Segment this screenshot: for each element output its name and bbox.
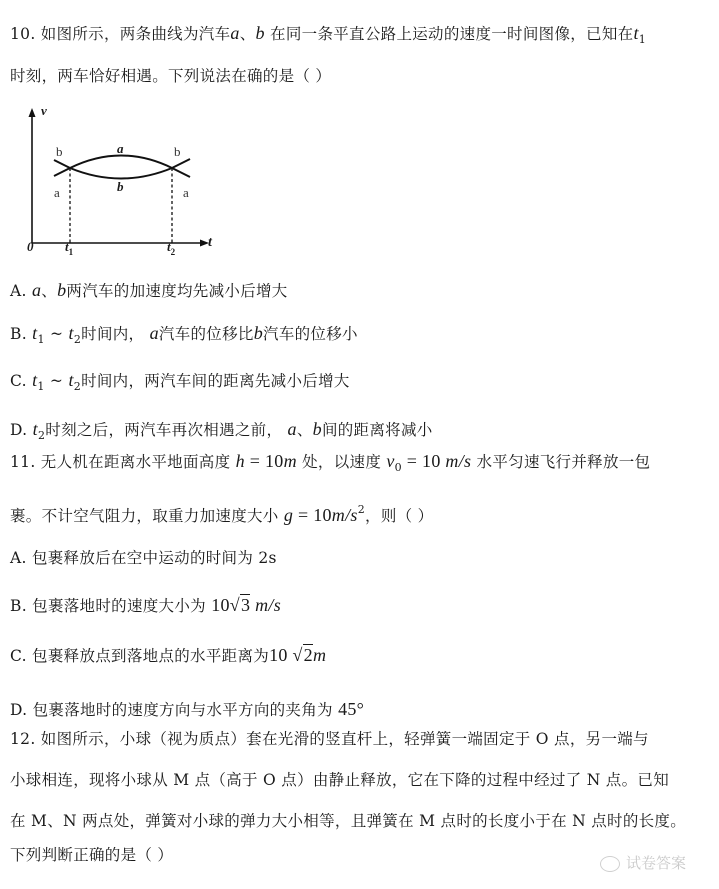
var-a: a <box>287 419 297 439</box>
unit: m/s <box>445 451 472 471</box>
equals: = 10 <box>401 451 446 471</box>
unit: m/s <box>250 595 282 615</box>
q11-text: ，则（ ） <box>365 507 434 525</box>
q10-stem-line2: 时刻，两车恰好相遇。下列说法在确的是（ ） <box>10 67 332 85</box>
q10-option-b[interactable] <box>10 322 358 346</box>
option-text: 汽车的位移小 <box>263 325 358 343</box>
var-b: b <box>57 280 67 300</box>
var-a: a <box>230 23 240 43</box>
equals: = 10 <box>244 451 284 471</box>
t2-t: t <box>167 239 171 254</box>
q12-stem-line2: 小球相连，现将小球从 M 点（高于 O 点）由静止释放，它在下降的过程中经过了 N 点。已知 <box>10 771 670 789</box>
var-g: g <box>283 505 294 525</box>
q11-option-c[interactable] <box>10 644 326 666</box>
subscript: 1 <box>638 33 647 46</box>
q10-stem-text-2: 在同一条平直公路上运动的速度一时间图像，已知在 <box>264 25 634 43</box>
sqrt-icon: √ <box>229 595 240 615</box>
t1-label <box>65 239 73 257</box>
option-text: 时刻之后，两汽车再次相遇之前， <box>45 421 288 439</box>
q11-stem-line1 <box>10 450 650 474</box>
q11-text: 11. 无人机在距离水平地面高度 <box>10 453 236 471</box>
q12-stem-line3: 在 M、N 两点处，弹簧对小球的弹力大小相等，且弹簧在 M 点时的长度小于在 N 点时的长度。 <box>10 812 687 830</box>
q10-stem-line1 <box>10 22 646 46</box>
sqrt-icon: √ <box>292 645 303 665</box>
unit: m <box>312 645 327 665</box>
var-a: a <box>149 323 159 343</box>
option-text: A. 包裹释放后在空中运动的时间为 2s <box>10 549 277 567</box>
subscript: 1 <box>37 333 45 346</box>
label-mid-a: a <box>117 141 124 156</box>
radicand: 3 <box>240 595 251 615</box>
t1-sub: 1 <box>68 247 74 257</box>
tilde: ~ <box>44 372 69 390</box>
q11-option-d[interactable] <box>10 698 364 720</box>
q10-stem-text: 10. 如图所示，两条曲线为汽车 <box>10 25 231 43</box>
label-right-b: b <box>174 144 181 159</box>
option-text: C. 包裹释放点到落地点的水平距离为 <box>10 647 270 665</box>
coefficient: 10 <box>211 595 230 615</box>
option-text: 汽车的位移比 <box>158 325 254 343</box>
option-text: 时间内，两汽车间的距离先减小后增大 <box>81 372 350 390</box>
option-letter: D. <box>10 421 33 439</box>
t1-t: t <box>65 239 69 254</box>
subscript: 1 <box>37 380 45 393</box>
subscript: 2 <box>73 333 82 346</box>
option-text: 时间内， <box>81 325 150 343</box>
subscript: 0 <box>394 461 402 474</box>
var-t: t <box>633 23 639 43</box>
q11-option-b[interactable] <box>10 594 281 616</box>
wechat-logo-icon <box>600 856 620 872</box>
var-t: t <box>32 370 38 390</box>
var-v: v <box>386 451 395 471</box>
unit: m <box>283 451 297 471</box>
subscript: 2 <box>37 429 46 442</box>
q10-option-a[interactable] <box>10 279 288 301</box>
label-left-a: a <box>54 185 60 200</box>
sep: 、 <box>296 421 313 439</box>
option-letter: A. <box>10 282 32 300</box>
var-h: h <box>235 451 245 471</box>
q11-text: 裹。不计空气阻力，取重力加速度大小 <box>10 507 284 525</box>
superscript: 2 <box>357 503 366 516</box>
option-letter: B. <box>10 325 33 343</box>
x-axis-label: t <box>208 235 212 250</box>
option-letter: C. <box>10 372 33 390</box>
var-b: b <box>312 419 322 439</box>
var-b: b <box>253 323 264 343</box>
option-text: 间的距离将减小 <box>321 421 433 439</box>
subscript: 2 <box>73 380 82 393</box>
var-b: b <box>255 23 265 43</box>
unit: m/s <box>331 505 358 525</box>
label-mid-b: b <box>117 179 124 194</box>
q11-text: 水平匀速飞行并释放一包 <box>471 453 651 471</box>
var-a: a <box>31 280 42 300</box>
watermark <box>600 852 686 873</box>
label-left-b: b <box>56 144 63 159</box>
origin-label: 0 <box>27 239 34 254</box>
watermark-text: 试卷答案 <box>626 854 687 872</box>
tilde: ~ <box>44 325 69 343</box>
var-t: t <box>32 419 38 439</box>
q12-stem-line4: 下列判断正确的是（ ） <box>10 846 174 864</box>
t2-sub: 2 <box>170 247 176 257</box>
sep: 、 <box>239 25 256 43</box>
q12-stem-line1: 12. 如图所示，小球（视为质点）套在光滑的竖直杆上，轻弹簧一端固定于 O 点，另一端与 <box>10 730 649 748</box>
var-t: t <box>68 323 74 343</box>
q10-option-d[interactable] <box>10 418 433 442</box>
graph-labels <box>20 105 220 260</box>
angle-value: 45° <box>338 699 365 719</box>
equals: = 10 <box>293 505 332 525</box>
y-axis-label: v <box>41 103 47 118</box>
q11-stem-line2 <box>10 503 433 526</box>
q11-text: 处，以速度 <box>296 453 387 471</box>
sep: 、 <box>41 282 58 300</box>
var-t: t <box>68 370 74 390</box>
option-text: D. 包裹落地时的速度方向与水平方向的夹角为 <box>10 701 339 719</box>
label-right-a: a <box>183 185 189 200</box>
coefficient: 10 <box>269 645 293 665</box>
option-text: 两汽车的加速度均先减小后增大 <box>66 282 288 300</box>
q11-option-a[interactable] <box>10 546 277 568</box>
option-text: B. 包裹落地时的速度大小为 <box>10 597 212 615</box>
t2-label <box>167 239 175 257</box>
var-t: t <box>32 323 38 343</box>
q10-option-c[interactable] <box>10 369 350 393</box>
radicand: 2 <box>303 645 313 665</box>
